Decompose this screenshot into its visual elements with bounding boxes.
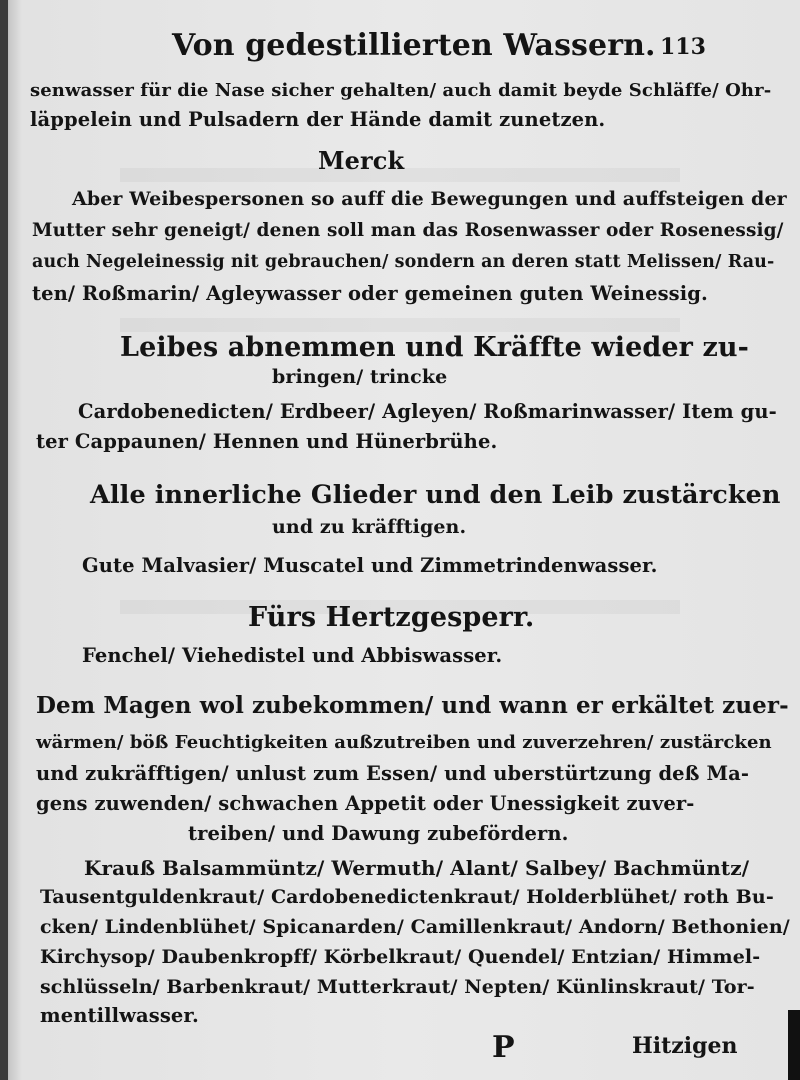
text-line: ten/ Roßmarin/ Agleywasser oder gemeinen guten Weinessig.: [32, 282, 708, 305]
text-line: Fenchel/ Viehedistel und Abbiswasser.: [82, 644, 503, 667]
page-number: 113: [660, 34, 706, 60]
text-line: gens zuwenden/ schwachen Appetit oder Unessigkeit zuver-: [36, 792, 695, 815]
text-line: wärmen/ böß Feuchtigkeiten außzutreiben und zuverzehren/ zustärcken: [36, 732, 772, 753]
text-line: Krauß Balsammüntz/ Wermuth/ Alant/ Salbey/ Bachmüntz/: [84, 856, 750, 880]
text-line: treiben/ und Dawung zubefördern.: [188, 822, 569, 845]
text-line: senwasser für die Nase sicher gehalten/ auch damit beyde Schläffe/ Ohr-: [30, 80, 772, 101]
text-line: Mutter sehr geneigt/ denen soll man das Rosenwasser oder Rosenessig/: [32, 220, 784, 241]
running-head: Von gedestillierten Wassern.: [172, 28, 656, 63]
text-line: Aber Weibespersonen so auff die Bewegungen und auffsteigen der: [72, 188, 787, 210]
text-line: ter Cappaunen/ Hennen und Hünerbrühe.: [36, 430, 498, 453]
text-line: und zukräfftigen/ unlust zum Essen/ und uberstürtzung deß Ma-: [36, 762, 750, 785]
section-heading: Fürs Hertzgesperr.: [248, 602, 535, 633]
text-line: schlüsseln/ Barbenkraut/ Mutterkraut/ Nepten/ Künlinskraut/ Tor-: [40, 976, 755, 998]
section-subheading: bringen/ trincke: [272, 366, 448, 388]
signature-mark: P: [492, 1030, 515, 1065]
section-subheading: und zu kräfftigen.: [272, 516, 467, 538]
text-line: auch Negeleinessig nit gebrauchen/ sondern an deren statt Melissen/ Rau-: [32, 252, 775, 272]
catchword: Hitzigen: [632, 1033, 738, 1059]
text-line: Gute Malvasier/ Muscatel und Zimmetrindenwasser.: [82, 554, 658, 577]
text-line: läppelein und Pulsadern der Hände damit zunetzen.: [30, 108, 606, 131]
section-heading: Merck: [318, 146, 405, 175]
text-line: cken/ Lindenblühet/ Spicanarden/ Camillenkraut/ Andorn/ Bethonien/: [40, 916, 790, 938]
text-line: mentillwasser.: [40, 1004, 199, 1027]
section-heading: Alle innerliche Glieder und den Leib zustärcken: [90, 480, 781, 510]
text-line: Tausentguldenkraut/ Cardobenedictenkraut/ Holderblühet/ roth Bu-: [40, 886, 774, 908]
text-line: Kirchysop/ Daubenkropff/ Körbelkraut/ Quendel/ Entzian/ Himmel-: [40, 946, 761, 968]
text-line: Cardobenedicten/ Erdbeer/ Agleyen/ Roßmarinwasser/ Item gu-: [78, 400, 777, 423]
section-heading: Dem Magen wol zubekommen/ und wann er erkältet zuer-: [36, 692, 789, 719]
section-heading: Leibes abnemmen und Kräffte wieder zu-: [120, 332, 749, 363]
